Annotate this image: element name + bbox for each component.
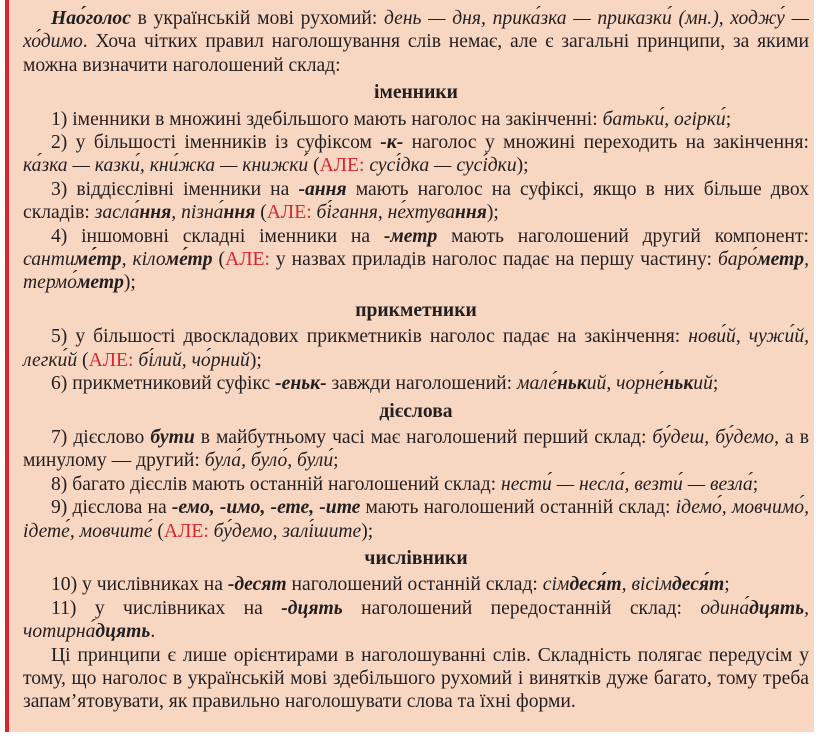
text-run: ння xyxy=(455,202,487,224)
text-run: 9) дієслова на xyxy=(51,497,172,519)
text-run: ); xyxy=(123,272,136,294)
text-run: метр xyxy=(76,272,124,294)
text-run: 1) іменники в множині здебільшого мають наголос на закінченні: xyxy=(51,108,603,130)
text-run: 11) у числівниках на xyxy=(51,597,282,619)
text-run: санти xyxy=(23,249,75,271)
text-run: . Хоча чітких правил наголошування слів немає, але є загальні принципи, за якими можна визначити наголошений склад: xyxy=(23,31,809,76)
text-run: 2) у більшості іменників із суфіксом xyxy=(51,132,381,154)
text-run: в майбутньому часі має наголошений перший склад: xyxy=(194,426,653,448)
text-run: бу́деш, бу́демо xyxy=(652,426,775,448)
ale-label: АЛЕ: xyxy=(88,349,134,371)
text-run: день — дня, прика́зка — приказки́ (мн.), ходжу́ — хо́димо xyxy=(23,8,809,53)
outro-paragraph: Ці принципи є лише орієнтирами в наголошуванні слів. Складність полягає передусім у тому, що наголос в українській мові здебільшого рухомий і винятків дуже багато, тому треба запам’ятовувати, як правильно наголошувати слова та їхні форми. xyxy=(23,644,809,713)
text-run: ); xyxy=(516,155,529,177)
text-run: у назвах приладів наголос падає на першу частину: xyxy=(269,249,718,271)
ale-label: АЛЕ: xyxy=(266,202,312,224)
rule-3 xyxy=(23,178,809,225)
text-run: ка́зка — казки́, кни́жка — книжки́ xyxy=(23,155,309,177)
text-run: деся́т xyxy=(672,574,725,596)
rule-11 xyxy=(23,597,809,644)
rule-6 xyxy=(23,372,809,395)
text-run: бути xyxy=(150,426,195,448)
text-run: в українській мові рухомий: xyxy=(130,8,384,29)
text-run: мають наголос на суфіксі, якщо в них більше двох складів: xyxy=(23,178,810,224)
text-run: -емо, -имо, -ете, -ите xyxy=(171,497,361,519)
ale-label: АЛЕ: xyxy=(163,520,209,542)
text-run: 8) багато дієслів мають останній наголошений склад: xyxy=(51,473,502,495)
text-run: 4) іншомовні складні іменники на xyxy=(51,225,384,247)
text-run: , а в минулому — другий: xyxy=(23,426,809,472)
text-run: ; xyxy=(752,473,759,495)
ale-label: АЛЕ: xyxy=(319,155,365,177)
text-run: ння xyxy=(223,202,256,224)
text-run: наголошений останній склад: xyxy=(286,574,543,596)
text-run: -десят xyxy=(227,574,287,596)
text-run: -к- xyxy=(380,132,404,154)
intro-paragraph xyxy=(23,7,809,77)
text-run: сусі́дка — сусі́дки xyxy=(364,155,517,177)
text-run: баро́ xyxy=(717,249,758,271)
text-run: -метр xyxy=(383,225,438,247)
text-run: наголошений передостанній склад: xyxy=(342,597,701,619)
text-run: 6) прикметниковий суфікс xyxy=(51,373,276,395)
text-run: ньк xyxy=(556,373,587,395)
text-run: дцять xyxy=(749,597,805,619)
text-run: ідемо́, мовчимо́, ідете́, мовчите́ xyxy=(23,497,809,542)
text-run: ( xyxy=(212,249,226,271)
text-run: ме́тр xyxy=(74,249,122,271)
text-run: наголос у множині переходить на закінчення: xyxy=(403,132,809,154)
text-run: засла́ xyxy=(94,202,140,224)
content xyxy=(23,7,809,714)
ale-label: АЛЕ: xyxy=(225,249,270,271)
rule-10 xyxy=(23,573,809,596)
text-run: ); xyxy=(361,520,374,542)
text-run: 5) у більшості двоскладових прикметників наголос падає на закінчення: xyxy=(51,326,689,348)
text-run: -еньк- xyxy=(275,373,327,395)
text-run: , кіло xyxy=(121,249,166,271)
text-run: бі́гання, не́хтува xyxy=(311,202,456,224)
rule-1 xyxy=(23,108,809,131)
text-run: батьки́, огірки́ xyxy=(602,108,726,130)
rule-4 xyxy=(23,225,809,295)
text-run: деся́т xyxy=(569,574,622,596)
text-run: була́, було́, були́ xyxy=(204,450,334,472)
text-run: ( xyxy=(255,202,267,224)
text-run: ); xyxy=(486,202,499,224)
heading-nouns: іменники xyxy=(374,82,458,104)
text-run: -дцять xyxy=(281,597,343,619)
text-run: ; xyxy=(725,108,732,130)
heading-adjectives: прикметники xyxy=(355,299,477,321)
text-run: метр xyxy=(757,249,805,271)
text-run: ме́тр xyxy=(165,249,213,271)
text-run: -ання xyxy=(298,178,347,200)
text-run: . xyxy=(150,621,156,643)
text-run: бі́лий, чо́рний xyxy=(133,349,250,371)
heading-verbs: дієслова xyxy=(379,400,453,422)
text-run: 10) у числівниках на xyxy=(51,574,228,596)
text-run: ); xyxy=(249,349,262,371)
text-run: ння xyxy=(139,202,172,224)
text-run: ий xyxy=(693,373,713,395)
text-run: нести́ — несла́, везти́ — везла́ xyxy=(501,473,753,495)
text-run: ньк xyxy=(663,373,694,395)
text-run: ий, чорне́ xyxy=(586,373,664,395)
text-run: , чотирна́ xyxy=(23,597,809,643)
text-run: ( xyxy=(308,155,320,177)
text-run: ( xyxy=(77,349,89,371)
rule-8 xyxy=(23,473,809,496)
text-run xyxy=(51,8,131,29)
heading-numerals: числівники xyxy=(364,547,468,569)
text-run: завжди наголошений: xyxy=(326,373,517,395)
text-run: ; xyxy=(333,450,339,472)
text-run: ( xyxy=(152,520,164,542)
info-box xyxy=(5,0,814,732)
text-run: нови́й, чужи́й, легки́й xyxy=(23,326,810,371)
text-run: ; xyxy=(712,373,719,395)
text-run: 3) віддієслівні іменники на xyxy=(51,178,299,200)
rule-7 xyxy=(23,426,809,473)
text-run: дцять xyxy=(95,621,151,643)
text-run: бу́демо, залі́шите xyxy=(208,520,362,542)
text-run: мають наголошений останній склад: xyxy=(360,497,676,519)
rule-9 xyxy=(23,496,809,543)
text-run: одина́ xyxy=(700,597,750,619)
text-run: сім xyxy=(542,574,570,596)
text-run: , вісім xyxy=(621,574,673,596)
rule-5 xyxy=(23,325,809,372)
text-run: мають наголошений другий компонент: xyxy=(437,225,809,247)
text-run: , термо́ xyxy=(23,249,809,294)
text-run: 7) дієслово xyxy=(51,426,151,448)
text-run: мале́ xyxy=(516,373,557,395)
rule-2 xyxy=(23,131,809,178)
intro-term: Нао́голос xyxy=(51,8,131,29)
text-run: ; xyxy=(724,574,730,596)
text-run: , пізна́ xyxy=(171,202,224,224)
